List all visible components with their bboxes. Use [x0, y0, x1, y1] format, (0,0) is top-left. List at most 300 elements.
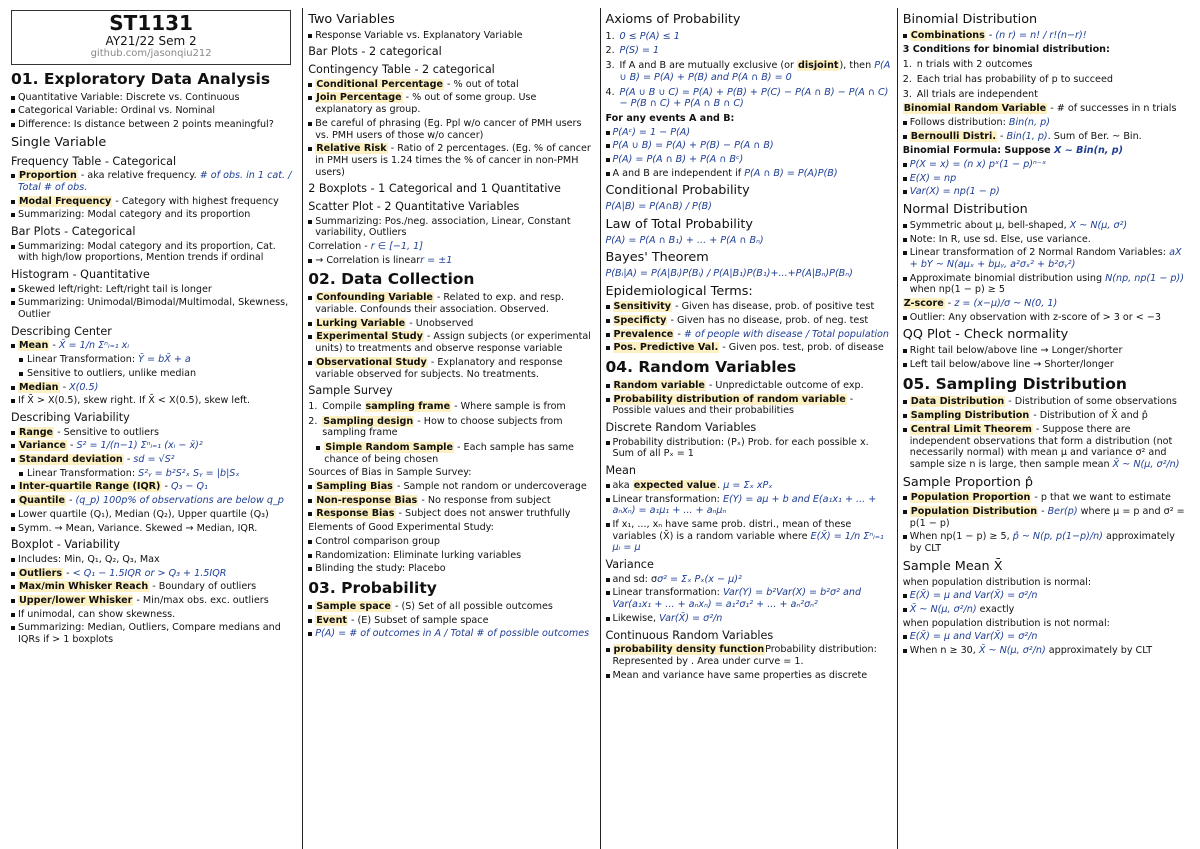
list-item	[308, 628, 594, 640]
list-item	[308, 318, 594, 330]
text: Response Variable vs. Explanatory Variable	[315, 29, 523, 41]
list-item	[11, 595, 297, 607]
formula: P(A ∪ B ∪ C) = P(A) + P(B) + P(C) − P(A ∩ B) − P(A ∩ C) − P(B ∩ C) + P(A ∩ B ∩ C)	[619, 86, 889, 110]
list-item	[606, 140, 892, 152]
list-item	[11, 368, 297, 380]
list-item	[903, 220, 1189, 232]
bullet-list	[11, 354, 297, 379]
text: When np(1 − p) ≥ 5,	[909, 531, 1013, 543]
text: If x₁, ..., xₙ have same prob. distri., mean of these variables (X̄) is a random variable where	[612, 518, 852, 542]
key-term: Binomial Random Variable	[903, 103, 1047, 115]
formula: S² = 1/(n−1) Σⁿᵢ₌₁ (xᵢ − x̄)²	[76, 440, 203, 452]
formula: P(X = x) = (n x) pˣ(1 − p)ⁿ⁻ˣ	[909, 159, 1047, 171]
text: Normal Distribution	[902, 202, 1028, 218]
key-term: Sample space	[316, 600, 391, 612]
key-term: Proportion	[19, 170, 77, 182]
formula: Ȳ = bX̄ + a	[138, 354, 191, 366]
list-item	[903, 59, 1189, 71]
list-item	[11, 170, 297, 193]
formula: E(X̄) = 1/n Σⁿᵢ₌₁ μᵢ = μ	[612, 530, 884, 554]
key-term: Bernoulli Distri.	[910, 130, 996, 142]
list-item	[606, 394, 892, 417]
list-item	[308, 143, 594, 178]
formula: aX + bY ~ N(aμₓ + bμᵧ, a²σₓ² + b²σᵧ²)	[909, 247, 1182, 270]
text: - Assign subjects (or experimental units) to treatments and observe response variable	[315, 331, 591, 355]
semester: AY21/22 Sem 2	[105, 34, 197, 48]
text: -	[944, 298, 955, 310]
text: Histogram - Quantitative	[11, 268, 150, 282]
bullet-list	[606, 480, 892, 554]
text: when population distribution is not normal:	[902, 617, 1110, 629]
formula: Var(Y) = b²Var(X) = b²σ² and Var(a₁x₁ + ... + aₙxₙ) = a₁²σ₁² + ... + aₙ²σₙ²	[612, 587, 862, 611]
text: Linear Transformation:	[27, 354, 139, 366]
subheading	[11, 155, 297, 169]
list-item	[903, 590, 1189, 602]
formula: r ∈ [−1, 1]	[370, 241, 423, 253]
subheading	[308, 63, 594, 77]
list-item	[11, 105, 297, 117]
text: Difference: Is distance between 2 points meaningful?	[18, 119, 274, 131]
text: Describing Center	[11, 324, 112, 338]
bullet-list	[308, 536, 594, 575]
text: -	[63, 567, 73, 579]
text: 2 Boxplots - 1 Categorical and 1 Quantitative	[308, 182, 561, 196]
section-heading	[308, 580, 594, 598]
list-item	[308, 79, 594, 91]
list-item	[308, 401, 594, 413]
bullet-list	[903, 312, 1189, 324]
list-item	[308, 331, 594, 354]
text: - Related to exp. and resp. variable. Confounds their association. Observed.	[315, 292, 565, 315]
text: 03. Probability	[308, 579, 437, 597]
key-term: Specificty	[613, 315, 667, 327]
text: Symmetric about μ, bell-shaped,	[909, 219, 1070, 231]
list-item	[903, 173, 1189, 185]
text: Describing Variability	[11, 410, 130, 424]
list-item	[903, 273, 1189, 296]
text: Categorical Variable: Ordinal vs. Nominal	[18, 105, 216, 117]
text: Probability distribution: Represented by	[612, 644, 877, 667]
bullet-list	[308, 601, 594, 640]
formula: E(X̄) = μ and Var(X̄) = σ²/n	[909, 631, 1038, 643]
list-item	[11, 354, 297, 366]
bullet-list	[903, 117, 1189, 142]
subheading	[11, 268, 297, 282]
text: Each trial has probability of p to succeed	[916, 73, 1113, 85]
bullet-list	[903, 396, 1189, 470]
text: ), then	[839, 60, 875, 72]
text: - Distribution of some observations	[1005, 396, 1177, 408]
list-item	[606, 670, 892, 682]
list-item	[606, 380, 892, 392]
text: Symm. → Mean, Variance. Skewed → Median, IQR.	[18, 522, 258, 534]
list-item	[11, 568, 297, 580]
text: All trials are independent	[916, 88, 1038, 100]
subheading	[903, 560, 1189, 575]
text: 02. Data Collection	[308, 270, 475, 289]
text: Linear transformation:	[612, 587, 723, 599]
list-item	[903, 410, 1189, 422]
key-term: Relative Risk	[316, 143, 387, 155]
text: -	[985, 29, 996, 41]
text: n trials with 2 outcomes	[916, 59, 1033, 71]
list-item	[903, 247, 1189, 270]
list-item	[11, 495, 297, 507]
text: → Correlation is linear	[315, 254, 421, 266]
bullet-list	[903, 590, 1189, 615]
key-term: Central Limit Theorem	[910, 423, 1032, 435]
text: Discrete Random Variables	[605, 421, 757, 435]
key-term: Join Percentage	[316, 92, 402, 104]
paragraph	[308, 522, 594, 534]
subheading	[606, 629, 892, 643]
formula: 0 ≤ P(A) ≤ 1	[619, 30, 680, 42]
item-number: 3.	[902, 88, 912, 100]
text: Quantitative Variable: Discrete vs. Continuous	[18, 91, 240, 103]
text: Single Variable	[11, 134, 107, 150]
bullet-list	[606, 380, 892, 417]
paragraph	[903, 618, 1189, 630]
list-item	[308, 292, 594, 315]
text: Binomial Formula: Suppose	[902, 145, 1055, 157]
text: Linear transformation:	[612, 493, 723, 505]
text: approximately by CLT	[909, 531, 1175, 555]
subheading	[903, 476, 1189, 491]
list-item	[11, 92, 297, 104]
text: - # of successes in n trials	[1047, 103, 1177, 115]
formula: P(A|B) = P(A∩B) / P(B)	[605, 201, 712, 213]
text: - Category with highest frequency	[112, 195, 279, 207]
text: Randomization: Eliminate lurking variables	[315, 549, 522, 561]
bullet-list	[11, 427, 297, 466]
list-item	[11, 622, 297, 645]
formula: Var(X) = np(1 − p)	[909, 186, 1000, 198]
text: Probability distribution: (Pₓ) Prob. for each possible x. Sum of all Pₓ = 1	[612, 436, 869, 460]
subheading	[11, 136, 297, 151]
formula: N(np, np(1 − p))	[1105, 272, 1184, 284]
list-item	[11, 209, 297, 221]
list-item	[11, 196, 297, 208]
paragraph	[606, 268, 892, 280]
text: - (E) Subset of sample space	[347, 614, 489, 626]
text: - Ratio of 2 percentages. (Eg. % of cancer in PMH users is 1.24 times the % of cancer in non-PMH users)	[315, 143, 591, 178]
list-item	[903, 492, 1189, 504]
text: Summarizing: Modal category and its proportion	[18, 209, 251, 221]
bullet-list	[308, 481, 594, 520]
list-item	[903, 531, 1189, 554]
key-term: Random variable	[613, 379, 705, 391]
list-item	[11, 241, 297, 264]
list-item	[11, 395, 297, 407]
formula: μ = Σₓ xPₓ	[723, 479, 773, 491]
text: Approximate binomial distribution using	[909, 272, 1106, 284]
text: - Min/max obs. exc. outliers	[133, 595, 269, 607]
numbered-list	[606, 31, 892, 110]
subheading	[606, 184, 892, 199]
list-item	[903, 30, 1189, 42]
formula: P(A ∪ B) = P(A) + P(B) − P(A ∩ B)	[612, 140, 774, 152]
key-term: Quantile	[19, 495, 65, 507]
bullet-list	[903, 631, 1189, 656]
list-item	[606, 45, 892, 57]
text: -	[996, 130, 1007, 142]
formula: (n r) = n! / r!(n−r)!	[995, 29, 1087, 41]
text: . Sum of Ber. ~ Bin.	[1047, 130, 1142, 142]
list-item	[11, 509, 297, 521]
bullet-list	[308, 30, 594, 42]
list-item	[308, 508, 594, 520]
list-item	[308, 481, 594, 493]
title-box	[11, 10, 291, 65]
subheading	[308, 384, 594, 398]
key-term: Observational Study	[316, 356, 427, 368]
formula: p̂ ~ N(p, p(1−p)/n)	[1012, 531, 1103, 543]
text: Bar Plots - 2 categorical	[308, 45, 442, 59]
text: . Area under curve = 1.	[690, 655, 804, 667]
key-term: Sensitivity	[613, 301, 672, 313]
formula: P(Aᶜ) = 1 − P(A)	[612, 126, 691, 138]
paragraph	[308, 467, 594, 479]
item-number: 4.	[605, 86, 615, 98]
list-item	[606, 342, 892, 354]
list-item	[606, 31, 892, 43]
text: Mean	[605, 464, 636, 478]
text: Axioms of Probability	[605, 12, 741, 27]
formula: E(Y) = aμ + b and E(a₁x₁ + ... + aₙxₙ) = a₁μ₁ + ... + aₙμₙ	[612, 493, 877, 517]
paragraph	[903, 298, 1189, 310]
item-number: 3.	[605, 60, 615, 72]
text: Likewise,	[612, 612, 660, 624]
key-term: Standard deviation	[19, 454, 123, 466]
text: Sample Survey	[308, 384, 393, 398]
subheading	[903, 328, 1189, 343]
key-term: Confounding Variable	[316, 292, 433, 304]
subheading	[903, 145, 1189, 157]
formula: P(S) = 1	[619, 45, 660, 57]
list-item	[308, 30, 594, 42]
formula: P(A) = P(A ∩ B₁) + ... + P(A ∩ Bₙ)	[605, 234, 764, 246]
formula: P(A) = # of outcomes in A / Total # of possible outcomes	[315, 628, 590, 640]
list-item	[903, 645, 1189, 657]
text: Summarizing: Modal category and its proportion, Cat. with high/low proportions, Mention trends if ordinal	[18, 240, 276, 264]
bullet-list	[11, 481, 297, 534]
text: Bayes' Theorem	[605, 250, 709, 266]
text: Conditional Probability	[605, 183, 750, 199]
bullet-list	[11, 340, 297, 352]
text: Variance	[605, 558, 654, 572]
formula: X̄ ~ N(μ, σ²/n)	[909, 603, 977, 615]
formula: Bin(n, p)	[1008, 116, 1050, 128]
text: Sensitive to outliers, unlike median	[27, 367, 197, 379]
text: and sd: σ	[612, 573, 658, 585]
bullet-list	[606, 644, 892, 681]
list-item	[606, 574, 892, 586]
formula: Bin(1, p)	[1006, 130, 1048, 142]
list-item	[606, 494, 892, 517]
bullet-list	[903, 492, 1189, 555]
list-item	[903, 506, 1189, 529]
bullet-list	[11, 468, 297, 480]
subheading	[11, 225, 297, 239]
text: If A and B are mutually exclusive (or	[619, 60, 798, 72]
list-item	[308, 615, 594, 627]
list-item	[903, 396, 1189, 408]
key-term: Variance	[19, 440, 66, 452]
formula: σ² = Σₓ Pₓ(x − μ)²	[657, 573, 742, 585]
text: - p that we want to estimate	[1031, 492, 1171, 504]
key-term: Conditional Percentage	[316, 78, 443, 90]
text: when population distribution is normal:	[902, 576, 1092, 588]
text: Two Variables	[308, 12, 395, 27]
text: - Possible values and their probabilities	[612, 393, 854, 417]
bullet-list	[308, 255, 594, 267]
text: 05. Sampling Distribution	[902, 374, 1127, 393]
bullet-list	[308, 442, 594, 465]
formula: X̄ ~ N(μ, σ²/n)	[978, 645, 1046, 657]
formula: X ~ N(μ, σ²)	[1069, 219, 1128, 231]
list-item	[11, 427, 297, 439]
paragraph	[606, 235, 892, 247]
list-item	[11, 523, 297, 535]
bullet-list	[11, 382, 297, 407]
formula: P(A) = P(A ∩ B) + P(A ∩ Bᶜ)	[612, 154, 744, 166]
text: - Suppose there are independent observations that form a distribution (not necessarily normal) with mean μ and variance σ² and sample size n is large, then sample mean	[909, 423, 1173, 470]
text: - Boundary of outliers	[149, 581, 257, 593]
key-term: sampling frame	[365, 400, 451, 412]
key-term: Non-response Bias	[316, 494, 418, 506]
formula: E(X) = np	[909, 172, 957, 184]
column-4	[898, 8, 1194, 849]
text: -	[66, 440, 77, 452]
list-item	[11, 119, 297, 131]
text: - (S) Set of all possible outcomes	[391, 600, 553, 612]
text: where μ = p and σ² = p(1 − p)	[909, 506, 1185, 529]
bullet-list	[11, 170, 297, 221]
subheading	[606, 13, 892, 28]
section-heading	[606, 359, 892, 377]
list-item	[903, 131, 1189, 143]
text: - Given pos. test, prob. of disease	[719, 342, 884, 354]
text: - Given has no disease, prob. of neg. test	[667, 315, 869, 327]
author-link[interactable]: github.com/jasonqiu212	[90, 48, 212, 60]
text: - How to choose subjects from sampling frame	[322, 415, 563, 439]
text: Follows distribution:	[909, 116, 1009, 128]
formula: P(A ∩ B) = P(A)P(B)	[744, 167, 838, 179]
bullet-list	[903, 159, 1189, 198]
subheading	[606, 113, 892, 125]
list-item	[606, 437, 892, 460]
list-item	[606, 329, 892, 341]
bullet-list	[606, 127, 892, 180]
list-item	[903, 117, 1189, 129]
key-term: expected value	[633, 479, 717, 491]
formula: # of obs. in 1 cat. / Total # of obs.	[18, 170, 292, 193]
key-term: Max/min Whisker Reach	[19, 581, 149, 593]
text: - Explanatory and response variable observed for subjects. No treatments.	[315, 356, 563, 380]
bullet-list	[11, 241, 297, 264]
list-item	[606, 315, 892, 327]
bullet-list	[308, 292, 594, 380]
formula: P(A ∪ B) = P(A) + P(B) and P(A ∩ B) = 0	[619, 60, 891, 83]
list-item	[308, 495, 594, 507]
item-number: 2.	[308, 415, 318, 427]
subheading	[308, 200, 594, 214]
text: -	[1038, 506, 1048, 518]
key-term: Range	[19, 426, 54, 438]
course-code: ST1131	[109, 11, 193, 35]
formula: Q₃ − Q₁	[170, 481, 208, 493]
bullet-list	[606, 301, 892, 354]
text: Bar Plots - Categorical	[11, 224, 136, 238]
text: .	[717, 479, 724, 491]
paragraph	[903, 577, 1189, 589]
text: - Distribution of X̄ and p̂	[1030, 410, 1148, 422]
text: approximately by CLT	[1045, 645, 1153, 657]
text: 3 Conditions for binomial distribution:	[902, 44, 1110, 56]
list-item	[606, 587, 892, 610]
bullet-list	[308, 79, 594, 179]
list-item	[308, 442, 594, 465]
list-item	[11, 382, 297, 394]
text: Skewed left/right: Left/right tail is longer	[18, 283, 212, 295]
text: 01. Exploratory Data Analysis	[11, 69, 271, 88]
text: - Unpredictable outcome of exp.	[705, 379, 864, 391]
key-term: Sampling design	[323, 415, 414, 427]
formula: X̄ = 1/n Σⁿᵢ₌₁ xᵢ	[58, 340, 130, 352]
formula: # of people with disease / Total population	[683, 328, 889, 340]
text: Summarizing: Unimodal/Bimodal/Multimodal, Skewness, Outlier	[18, 297, 289, 321]
subheading	[606, 218, 892, 233]
list-item	[11, 481, 297, 493]
item-number: 1.	[605, 30, 615, 42]
list-item	[903, 159, 1189, 171]
paragraph	[606, 201, 892, 213]
bullet-list	[903, 30, 1189, 42]
text: Correlation -	[308, 241, 371, 253]
formula: < Q₁ − 1.5IQR or > Q₃ + 1.5IQR	[72, 567, 227, 579]
text: Epidemiological Terms:	[605, 283, 753, 299]
list-item	[903, 359, 1189, 371]
key-term: Sampling Bias	[316, 481, 393, 493]
list-item	[11, 609, 297, 621]
text: Linear Transformation:	[27, 467, 139, 479]
bullet-list	[903, 345, 1189, 370]
text: exactly	[976, 603, 1015, 615]
list-item	[606, 168, 892, 180]
key-term: Experimental Study	[316, 331, 423, 343]
subheading	[606, 285, 892, 300]
list-item	[903, 89, 1189, 101]
list-item	[606, 644, 892, 667]
text: Lower quartile (Q₁), Median (Q₂), Upper quartile (Q₃)	[18, 508, 269, 520]
text: Continuous Random Variables	[605, 628, 774, 642]
subheading	[11, 411, 297, 425]
list-item	[308, 536, 594, 548]
list-item	[903, 74, 1189, 86]
text: If X̄ > X(0.5), skew right. If X̄ < X(0.5), skew left.	[18, 395, 251, 407]
text: -	[161, 481, 171, 493]
list-item	[308, 357, 594, 380]
text: -	[65, 495, 76, 507]
key-term: Modal Frequency	[19, 195, 112, 207]
text: QQ Plot - Check normality	[902, 327, 1069, 343]
section-heading	[903, 376, 1189, 394]
text: -	[123, 454, 134, 466]
text: -	[674, 328, 684, 340]
key-term: Inter-quartile Range (IQR)	[19, 481, 161, 493]
text: If unimodal, can show skewness.	[18, 608, 176, 620]
text: - No response from subject	[418, 494, 551, 506]
